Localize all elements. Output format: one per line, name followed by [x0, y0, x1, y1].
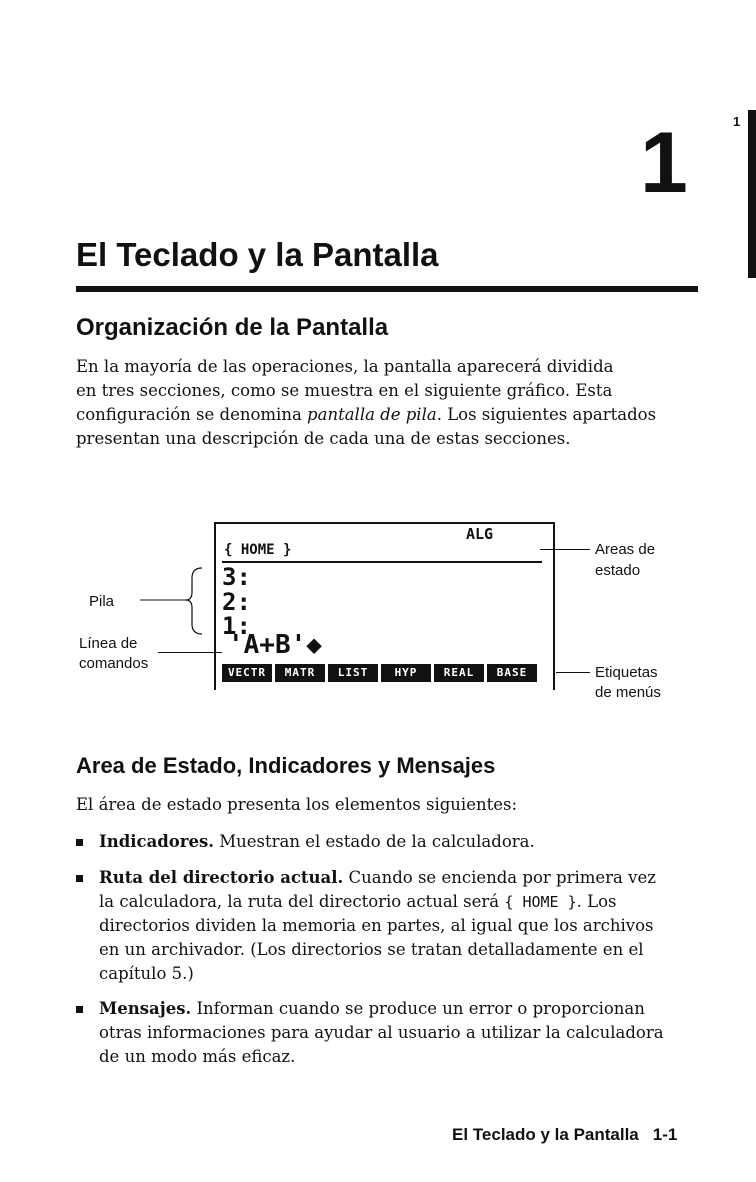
menu-labels-row [222, 664, 537, 682]
menu-key-vectr: VECTR [222, 664, 272, 682]
bullet-square-icon [76, 875, 83, 882]
list-item [76, 997, 726, 1069]
footer-page-number: 1-1 [652, 1125, 678, 1144]
page-footer [452, 1125, 677, 1145]
status-area-rule [222, 561, 542, 563]
bullet-text: Cuando se encienda por primera vez [343, 868, 656, 887]
list-item [76, 866, 726, 986]
command-line-leader [158, 652, 222, 653]
bullet-heading: Mensajes. [99, 999, 192, 1018]
intro-line: En la mayoría de las operaciones, la pantalla aparecerá dividida [76, 357, 614, 376]
footer-title: El Teclado y la Pantalla [452, 1125, 639, 1144]
label-menu-labels: de menús [595, 684, 661, 701]
bullet-text: capítulo 5.) [99, 964, 194, 983]
section-heading-organizacion: Organización de la Pantalla [76, 314, 389, 341]
bullet-square-icon [76, 1006, 83, 1013]
bullet-text: directorios dividen la memoria en partes, al igual que los archivos [99, 916, 654, 935]
section-heading-area-estado: Area de Estado, Indicadores y Mensajes [76, 753, 496, 778]
title-rule [76, 286, 698, 292]
menu-key-hyp: HYP [381, 664, 431, 682]
bullet-text: otras informaciones para ayudar al usuario a utilizar la calculadora [99, 1023, 664, 1042]
label-pila: Pila [89, 593, 115, 610]
intro-emphasis: pantalla de pila [307, 405, 437, 424]
intro-paragraph [76, 355, 716, 451]
intro-line: presentan una descripción de cada una de estas secciones. [76, 429, 571, 448]
bullet-code: { HOME } [504, 893, 577, 911]
bullet-text: Informan cuando se produce un error o proporcionan [191, 999, 645, 1018]
bullet-heading: Ruta del directorio actual. [99, 868, 344, 887]
bullet-heading: Indicadores. [99, 832, 215, 851]
intro-line: en tres secciones, como se muestra en el siguiente gráfico. Esta [76, 381, 613, 400]
label-menu-labels: Etiquetas [595, 664, 658, 681]
stack-level-2: 2: [222, 588, 251, 616]
stack-level-3: 3: [222, 563, 251, 591]
chapter-tab-number: 1 [733, 114, 741, 129]
bullet-text: Muestran el estado de la calculadora. [214, 832, 535, 851]
label-command-line: comandos [79, 655, 149, 672]
status-area-leader [540, 549, 590, 550]
bullet-text: la calculadora, la ruta del directorio actual será [99, 892, 505, 911]
intro-text: . Los siguientes apartados [436, 405, 657, 424]
label-status-areas: estado [595, 562, 641, 579]
bullet-square-icon [76, 839, 83, 846]
stack-level-1: 1: [222, 612, 251, 640]
menu-key-matr: MATR [275, 664, 325, 682]
pila-brace [140, 566, 210, 638]
bullet-text: . Los [576, 892, 617, 911]
menu-key-base: BASE [487, 664, 537, 682]
intro-line [76, 403, 716, 427]
intro-text: configuración se denomina [76, 405, 308, 424]
status-mode-indicator: ALG [466, 525, 494, 543]
menu-key-list: LIST [328, 664, 378, 682]
menu-labels-leader [556, 672, 590, 673]
bullet-text: de un modo más eficaz. [99, 1047, 296, 1066]
command-line-text: 'A+B'◆ [228, 630, 322, 660]
section2-intro: El área de estado presenta los elementos siguientes: [76, 795, 518, 814]
label-status-areas: Areas de [595, 541, 656, 558]
list-item [76, 830, 726, 854]
chapter-title: El Teclado y la Pantalla [76, 236, 439, 273]
chapter-number: 1 [640, 115, 688, 211]
label-command-line: Línea de [79, 635, 138, 652]
status-directory-path: { HOME } [224, 542, 292, 558]
bullet-text: en un archivador. (Los directorios se tratan detalladamente en el [99, 940, 644, 959]
chapter-tab-bar [748, 110, 756, 278]
menu-key-real: REAL [434, 664, 484, 682]
